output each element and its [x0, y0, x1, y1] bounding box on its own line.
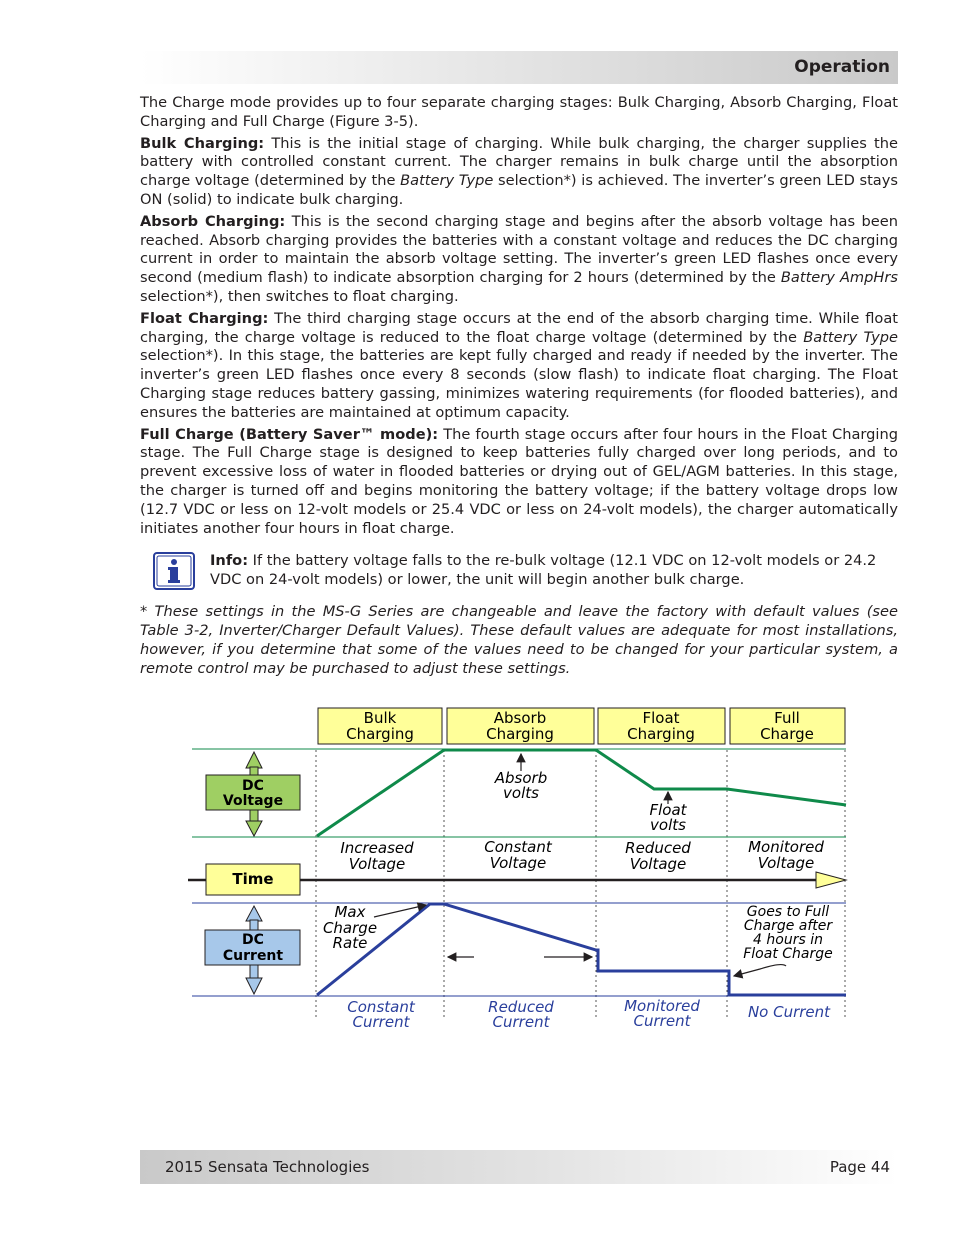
current-labels	[347, 997, 831, 1031]
voltage-label-reduced-2: Voltage	[629, 855, 687, 873]
absorb-label: Absorb Charging:	[140, 212, 286, 230]
dc-voltage-line2: Voltage	[222, 793, 284, 809]
current-label-constant-2: Current	[352, 1013, 410, 1031]
voltage-label-monitored-2: Voltage	[757, 854, 815, 872]
goes-to-full-line4: Float Charge	[743, 946, 833, 962]
current-label-reduced-1: Reduced	[488, 998, 554, 1016]
voltage-label-increased-1: Increased	[340, 839, 414, 857]
stage-boxes	[318, 708, 845, 744]
footnote: * These settings in the MS-G Series are changeable and leave the factory with default values (see Table 3-2, Inverter/Charger Default Values). These default values are adequate for most installations, however, if you determine that some of the values need to be changed for your particular system, a remote control may be purchased to adjust these settings.	[140, 603, 898, 677]
stage-absorb-line2: Charging	[486, 725, 554, 743]
footer-page-number: Page 44	[829, 1158, 890, 1176]
dc-current-indicator	[205, 906, 300, 994]
time-label: Time	[232, 870, 274, 888]
stage-bulk-line1: Bulk	[363, 709, 397, 727]
current-label-monitored-2: Current	[633, 1012, 691, 1030]
current-label-constant-1: Constant	[347, 998, 415, 1016]
voltage-label-monitored-1: Monitored	[748, 838, 824, 856]
float-volts-line1: Float	[649, 801, 687, 819]
absorb-text-2: selection*), then switches to float charging.	[140, 287, 459, 305]
stage-full-line1: Full	[774, 709, 800, 727]
page-section-title: Operation	[794, 57, 890, 77]
absorb-emph: Battery AmpHrs	[780, 269, 898, 287]
voltage-label-increased-2: Voltage	[348, 855, 406, 873]
voltage-label-reduced-1: Reduced	[625, 839, 691, 857]
max-charge-rate-line2: Charge	[322, 919, 378, 937]
goes-to-full-arrow	[734, 965, 786, 976]
voltage-curve	[317, 750, 846, 836]
float-volts-line2: volts	[650, 816, 686, 834]
stage-absorb-line1: Absorb	[493, 709, 547, 727]
max-charge-rate-line1: Max	[334, 903, 366, 921]
float-emph: Battery Type	[803, 328, 898, 346]
stage-full-line2: Charge	[760, 725, 814, 743]
time-axis-arrowhead	[816, 872, 846, 888]
bulk-text-1: This is the initial stage of charging. While bulk charging, the charger supplies the battery with controlled constant current. The charger remains in bulk charge until the absorption charge voltage (determined by the	[140, 134, 898, 190]
float-text-2: selection*). In this stage, the batteries are kept fully charged and ready if needed by the inverter. The inverter’s green LED flashes once every 8 seconds (slow flash) to indicate float charging. The Float Charging stage reduces battery gassing, minimizes watering requirements (for flooded batteries), and ensures the batteries are maintained at optimum capacity.	[140, 347, 898, 421]
absorb-volts-line2: volts	[503, 784, 539, 802]
goes-to-full-line1: Goes to Full	[746, 904, 830, 920]
footer-bar	[140, 1150, 898, 1184]
stage-bulk-line2: Charging	[346, 725, 414, 743]
goes-to-full-line3: 4 hours in	[753, 932, 823, 948]
dc-current-line2: Current	[222, 948, 284, 964]
current-label-reduced-2: Current	[492, 1013, 550, 1031]
footer-copyright: 2015 Sensata Technologies	[165, 1158, 370, 1176]
float-label: Float Charging:	[140, 309, 269, 327]
absorb-text-1: This is the second charging stage and begins after the absorb voltage has been reached. Absorb charging provides the batteries with a constant voltage and reduces the DC charging current in order to maintain the absorb voltage setting. The inverter’s green LED flashes once every second (medium flash) to indicate absorption charging for 2 hours (determined by the	[140, 212, 898, 287]
goes-to-full-line2: Charge after	[743, 918, 833, 934]
voltage-label-constant-1: Constant	[484, 838, 552, 856]
bulk-text-2: selection*) is achieved. The inverter’s green LED stays ON (solid) to indicate bulk charging.	[140, 172, 898, 208]
dc-voltage-indicator	[206, 752, 300, 836]
info-body: If the battery voltage falls to the re-bulk voltage (12.1 VDC on 12-volt models or 24.2 VDC on 24-volt models) or lower, the unit will begin another bulk charge.	[210, 552, 877, 588]
bulk-emph: Battery Type	[400, 172, 494, 190]
intro-paragraph: The Charge mode provides up to four separate charging stages: Bulk Charging, Absorb Charging, Float Charging and Full Charge (Figure 3-5).	[140, 94, 898, 130]
current-label-none: No Current	[747, 1003, 831, 1021]
float-text-1: The third charging stage occurs at the end of the absorb charging time. While float charging, the charge voltage is reduced to the float charge voltage (determined by the	[140, 309, 899, 346]
info-label: Info:	[210, 552, 249, 569]
stage-float-line1: Float	[642, 709, 680, 727]
dc-voltage-line1: DC	[242, 778, 264, 794]
full-text: The fourth stage occurs after four hours in the Float Charging stage. The Full Charge stage is designed to keep batteries fully charged over long periods, and to prevent excessive loss of water in flooded batteries or drying out of GEL/AGM batteries. In this stage, the charger is turned off and begins monitoring the battery voltage; if the battery voltage drops low (12.7 VDC or less on 12-volt models or 25.4 VDC or less on 24-volt models), the charger automatically initiates another four hours in float charge.	[140, 425, 899, 537]
bulk-label: Bulk Charging:	[140, 134, 265, 152]
stage-float-line2: Charging	[627, 725, 695, 743]
stage-dividers	[316, 750, 845, 1018]
voltage-label-constant-2: Voltage	[489, 854, 547, 872]
max-charge-rate-line3: Rate	[332, 934, 368, 952]
dc-current-line1: DC	[242, 932, 264, 948]
full-label: Full Charge (Battery Saver™ mode):	[140, 425, 439, 443]
current-label-monitored-1: Monitored	[624, 997, 700, 1015]
absorb-volts-line1: Absorb	[494, 769, 548, 787]
